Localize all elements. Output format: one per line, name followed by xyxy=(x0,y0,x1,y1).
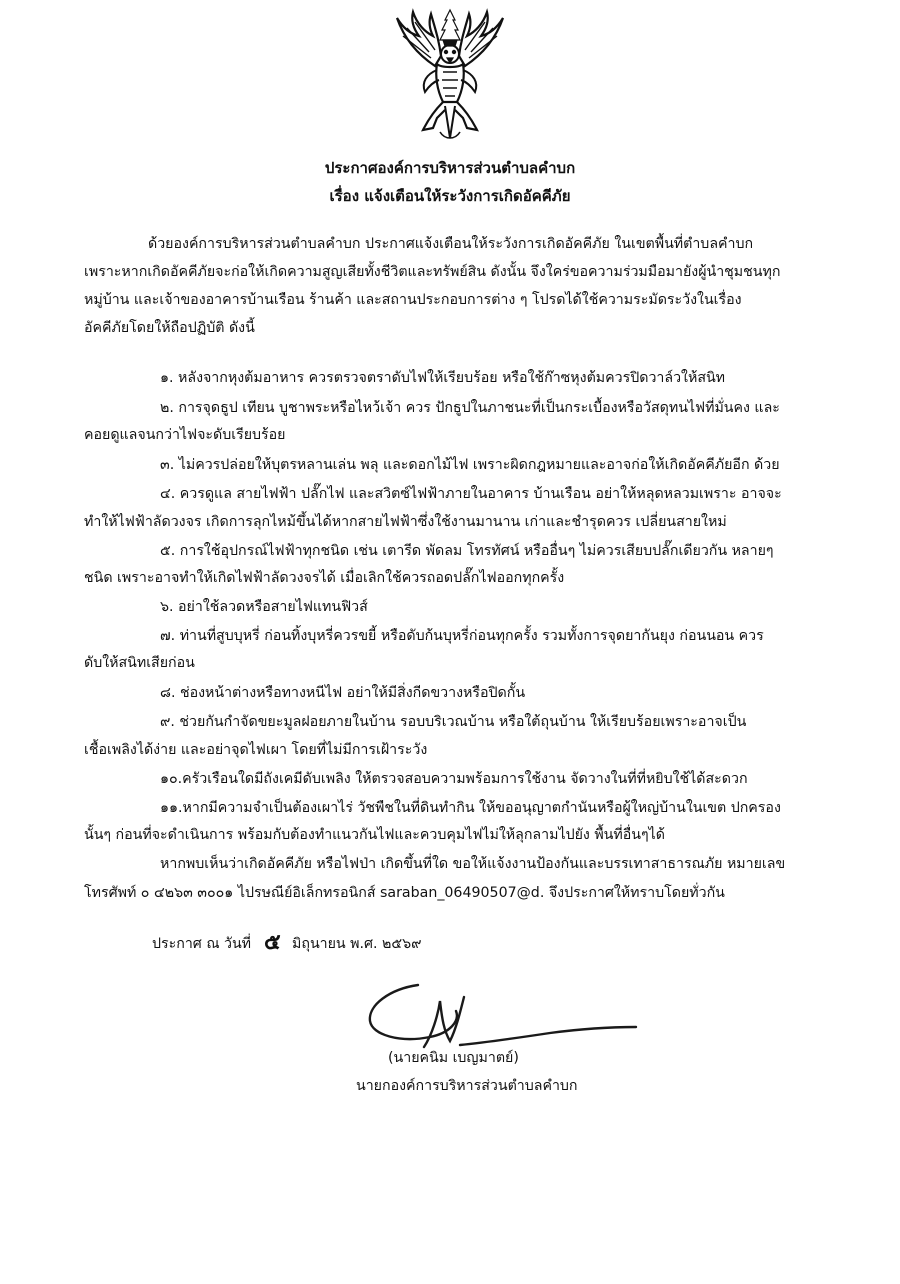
list-item-continuation: คอยดูแลจนกว่าไฟจะดับเรียบร้อย xyxy=(84,427,286,443)
announce-date-suffix: มิถุนายน พ.ศ. ๒๕๖๙ xyxy=(292,936,422,952)
intro-line: หมู่บ้าน และเจ้าของอาคารบ้านเรือน ร้านค้า และสถานประกอบการต่าง ๆ โปรดได้ใช้ความระมัดระวังในเรื่อง xyxy=(84,292,742,308)
announce-day: ๕ xyxy=(264,929,281,955)
list-item: ๕. การใช้อุปกรณ์ไฟฟ้าทุกชนิด เช่น เตารีด พัดลม โทรทัศน์ หรืออื่นๆ ไม่ควรเสียบปลั๊กเดียวกัน หลายๆ xyxy=(160,543,774,559)
list-item-continuation: เชื้อเพลิงได้ง่าย และอย่าจุดไฟเผา โดยที่ไม่มีการเฝ้าระวัง xyxy=(84,742,428,758)
signer-position: นายกองค์การบริหารส่วนตำบลคำบก xyxy=(356,1078,578,1094)
announcement-title: ประกาศองค์การบริหารส่วนตำบลคำบก xyxy=(324,159,576,177)
garuda-emblem-icon xyxy=(385,6,515,144)
intro-line: ด้วยองค์การบริหารส่วนตำบลคำบก ประกาศแจ้งเตือนให้ระวังการเกิดอัคคีภัย ในเขตพื้นที่ตำบลคำบก xyxy=(148,236,754,252)
list-item: ๑๑.หากมีความจำเป็นต้องเผาไร่ วัชพืชในที่ดินทำกิน ให้ขออนุญาตกำนันหรือผู้ใหญ่บ้านในเขต ปกครอง xyxy=(160,800,781,816)
list-item: ๓. ไม่ควรปล่อยให้บุตรหลานเล่น พลุ และดอกไม้ไฟ เพราะผิดกฎหมายและอาจก่อให้เกิดอัคคีภัยอีก ด้วย xyxy=(160,457,780,473)
list-item: ๖. อย่าใช้ลวดหรือสายไฟแทนฟิวส์ xyxy=(160,599,368,615)
signer-name: (นายคนิม เบญมาตย์) xyxy=(388,1050,519,1066)
list-item-continuation: ชนิด เพราะอาจทำให้เกิดไฟฟ้าลัดวงจรได้ เมื่อเลิกใช้ควรถอดปลั๊กไฟออกทุกครั้ง xyxy=(84,570,565,586)
list-item: ๑๐.ครัวเรือนใดมีถังเคมีดับเพลิง ให้ตรวจสอบความพร้อมการใช้งาน จัดวางในที่ที่หยิบใช้ได้สะดวก xyxy=(160,771,748,787)
announcement-subject: เรื่อง แจ้งเตือนให้ระวังการเกิดอัคคีภัย xyxy=(329,187,571,205)
list-item-continuation: ทำให้ไฟฟ้าลัดวงจร เกิดการลุกไหม้ขึ้นได้หากสายไฟฟ้าซึ่งใช้งานมานาน เก่าและชำรุดควร เปลี่ยนสายใหม่ xyxy=(84,514,727,530)
intro-line: เพราะหากเกิดอัคคีภัยจะก่อให้เกิดความสูญเสียทั้งชีวิตและทรัพย์สิน ดังนั้น จึงใคร่ขอความร่วมมือมายังผู้นำชุมชนทุก xyxy=(84,264,781,280)
list-item-continuation: ดับให้สนิทเสียก่อน xyxy=(84,655,195,671)
handwritten-signature xyxy=(360,975,640,1053)
list-item: ๒. การจุดธูป เทียน บูชาพระหรือไหว้เจ้า ควร ปักธูปในภาชนะที่เป็นกระเบื้องหรือวัสดุทนไฟที่มั่นคง และ xyxy=(160,400,780,416)
list-item: ๙. ช่วยกันกำจัดขยะมูลฝอยภายในบ้าน รอบบริเวณบ้าน หรือใต้ถุนบ้าน ให้เรียบร้อยเพราะอาจเป็น xyxy=(160,714,747,730)
announce-date-prefix: ประกาศ ณ วันที่ xyxy=(152,936,252,952)
list-item: ๘. ช่องหน้าต่างหรือทางหนีไฟ อย่าให้มีสิ่งกีดขวางหรือปิดกั้น xyxy=(160,685,526,701)
closing-line: หากพบเห็นว่าเกิดอัคคีภัย หรือไฟป่า เกิดขึ้นที่ใด ขอให้แจ้งงานป้องกันและบรรเทาสาธารณภัย หมายเลข xyxy=(160,856,786,872)
intro-line: อัคคีภัยโดยให้ถือปฏิบัติ ดังนี้ xyxy=(84,320,255,336)
list-item-continuation: นั้นๆ ก่อนที่จะดำเนินการ พร้อมกับต้องทำแนวกันไฟและควบคุมไฟไม่ให้ลุกลามไปยัง พื้นที่อื่นๆได้ xyxy=(84,827,665,843)
list-item: ๗. ท่านที่สูบบุหรี่ ก่อนทิ้งบุหรี่ควรขยี้ หรือดับก้นบุหรี่ก่อนทุกครั้ง รวมทั้งการจุดยากันยุง ก่อนนอน ควร xyxy=(160,628,764,644)
closing-line: โทรศัพท์ ๐ ๔๒๖๓ ๓๐๐๑ ไปรษณีย์อิเล็กทรอนิกส์ saraban_06490507@d. จึงประกาศให้ทราบโดยทั่วกัน xyxy=(84,885,725,901)
list-item: ๔. ควรดูแล สายไฟฟ้า ปลั๊กไฟ และสวิตซ์ไฟฟ้าภายในอาคาร บ้านเรือน อย่าให้หลุดหลวมเพราะ อาจจะ xyxy=(160,486,782,502)
list-item: ๑. หลังจากหุงต้มอาหาร ควรตรวจตราดับไฟให้เรียบร้อย หรือใช้ก๊าซหุงต้มควรปิดวาล์วให้สนิท xyxy=(160,370,726,386)
